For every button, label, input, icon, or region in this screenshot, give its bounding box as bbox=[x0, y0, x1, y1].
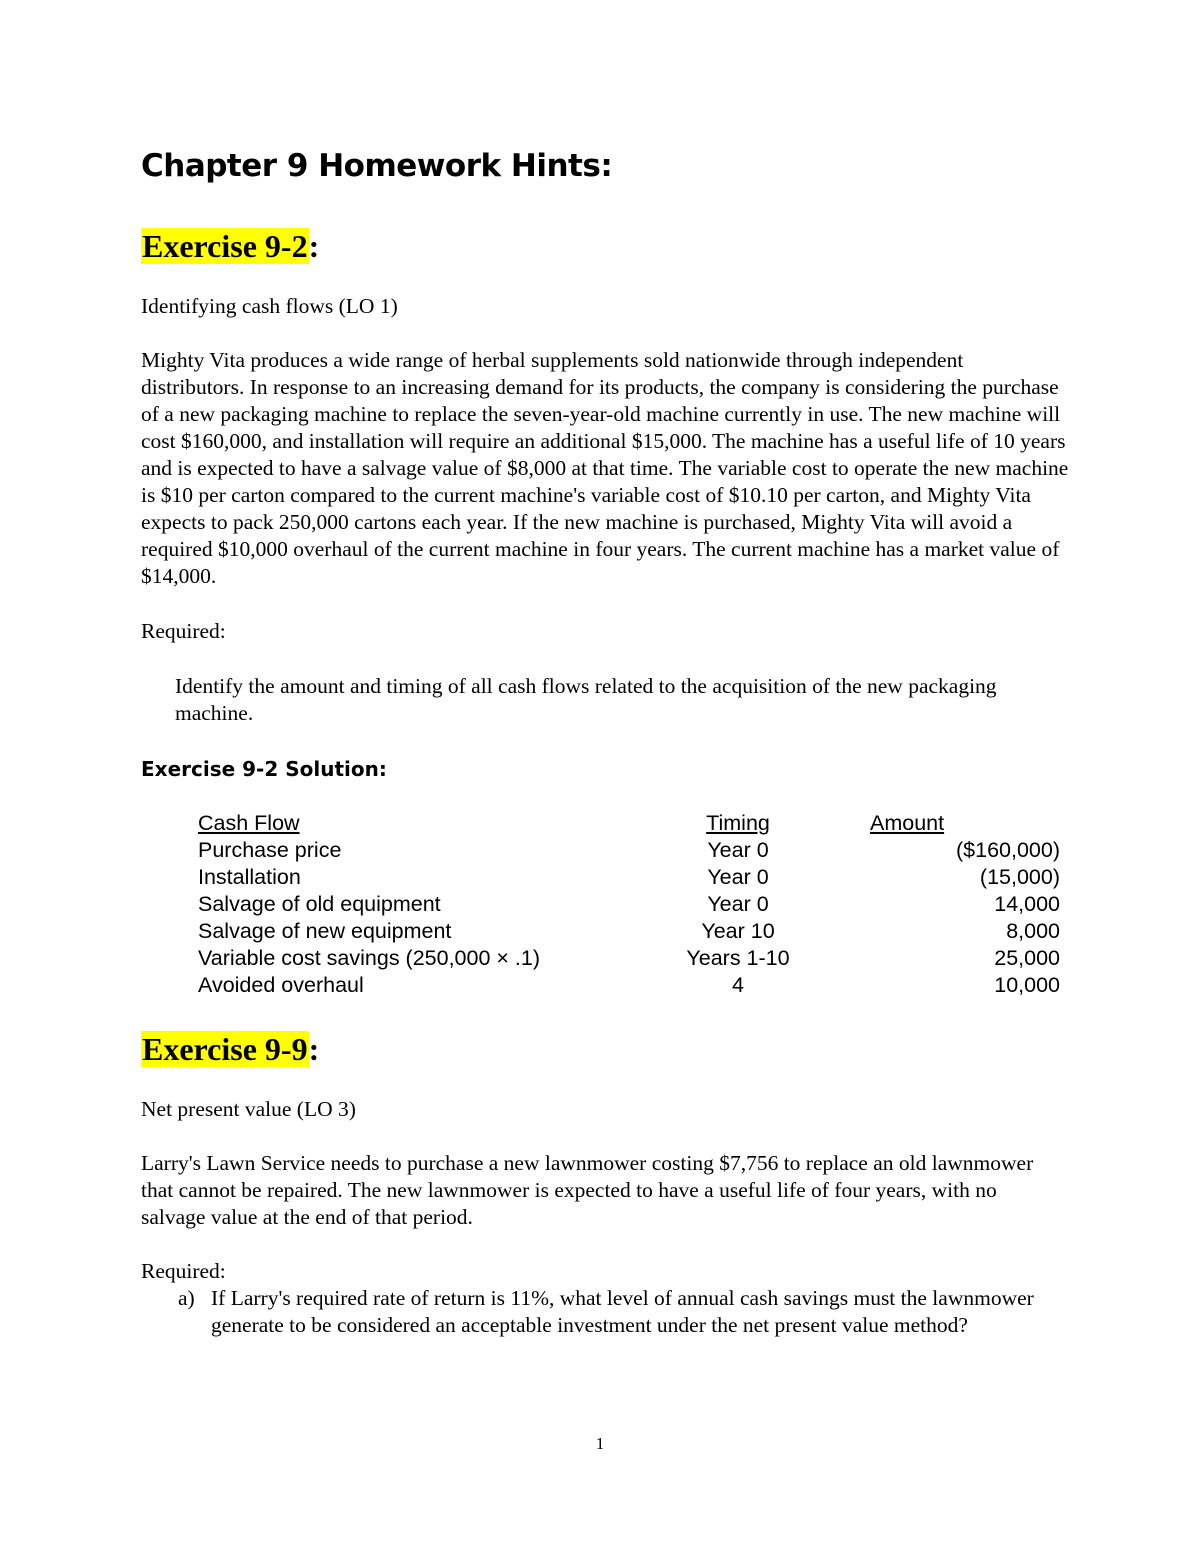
exercise-9-2-heading bbox=[141, 226, 319, 266]
cash-flow-table bbox=[198, 810, 1060, 999]
table-header-row bbox=[198, 810, 1060, 837]
exercise-9-9-highlight: Exercise 9-9 bbox=[142, 1031, 308, 1067]
cell-timing: Year 0 bbox=[707, 865, 769, 889]
table-row bbox=[198, 891, 1060, 918]
cell-amount: 10,000 bbox=[994, 973, 1060, 997]
header-amount: Amount bbox=[870, 811, 945, 835]
exercise-9-2-paragraph: Mighty Vita produces a wide range of herbal supplements sold nationwide through independent distributors. In response to an increasing demand for its products, the company is considering the purchase of a new packaging machine to replace the seven-year-old machine currently in use. The new machine will cost $160,000, and installation will require an additional $15,000. The machine has a useful life of 10 years and is expected to have a salvage value of $8,000 at that time. The variable cost to operate the new machine is $10 per carton compared to the current machine's variable cost of $10.10 per carton, and Mighty Vita expects to pack 250,000 cartons each year. If the new machine is purchased, Mighty Vita will avoid a required $10,000 overhaul of the current machine in four years. The current machine has a market value of $14,000. bbox=[141, 348, 1069, 588]
cell-item: Variable cost savings (250,000 × .1) bbox=[198, 946, 541, 970]
exercise-9-9-heading bbox=[141, 1029, 319, 1069]
cell-amount: 25,000 bbox=[994, 946, 1060, 970]
header-timing: Timing bbox=[706, 811, 770, 835]
exercise-9-9-required-label: Required: bbox=[141, 1259, 226, 1283]
cell-timing: Year 10 bbox=[701, 919, 775, 943]
exercise-9-2-required-text: Identify the amount and timing of all cash flows related to the acquisition of the new packaging machine. bbox=[175, 674, 997, 725]
required-list bbox=[178, 1285, 1038, 1339]
cell-timing: Year 0 bbox=[707, 892, 769, 916]
cell-timing: 4 bbox=[732, 973, 744, 997]
exercise-9-2-required-label: Required: bbox=[141, 619, 226, 643]
list-item-text: If Larry's required rate of return is 11%, what level of annual cash savings must the lawnmower generate to be considered an acceptable investment under the net present value method? bbox=[211, 1286, 1034, 1337]
list-item bbox=[178, 1285, 1038, 1339]
table-row bbox=[198, 837, 1060, 864]
cell-amount: 14,000 bbox=[994, 892, 1060, 916]
page-title: Chapter 9 Homework Hints: bbox=[141, 148, 613, 184]
table-row bbox=[198, 918, 1060, 945]
exercise-9-2-highlight: Exercise 9-2 bbox=[142, 228, 308, 264]
heading-colon: : bbox=[308, 228, 320, 264]
exercise-9-9-paragraph: Larry's Lawn Service needs to purchase a new lawnmower costing $7,756 to replace an old lawnmower that cannot be repaired. The new lawnmower is expected to have a useful life of four years, with no salvage value at the end of that period. bbox=[141, 1151, 1034, 1229]
table-row bbox=[198, 945, 1060, 972]
cell-item: Installation bbox=[198, 865, 301, 889]
table-row bbox=[198, 864, 1060, 891]
page-number: 1 bbox=[595, 1434, 605, 1453]
list-item-label: a) bbox=[178, 1286, 195, 1310]
cell-amount: ($160,000) bbox=[956, 838, 1060, 862]
table-row bbox=[198, 972, 1060, 999]
cell-item: Salvage of new equipment bbox=[198, 919, 452, 943]
exercise-9-2-subtitle: Identifying cash flows (LO 1) bbox=[141, 294, 398, 318]
header-cash-flow: Cash Flow bbox=[198, 811, 300, 835]
heading-colon: : bbox=[308, 1031, 320, 1067]
cell-amount: (15,000) bbox=[979, 865, 1060, 889]
cell-timing: Years 1-10 bbox=[686, 946, 790, 970]
cell-item: Purchase price bbox=[198, 838, 342, 862]
cell-timing: Year 0 bbox=[707, 838, 769, 862]
solution-heading: Exercise 9-2 Solution: bbox=[141, 757, 387, 781]
cell-amount: 8,000 bbox=[1006, 919, 1060, 943]
exercise-9-9-subtitle: Net present value (LO 3) bbox=[141, 1097, 356, 1121]
cell-item: Salvage of old equipment bbox=[198, 892, 441, 916]
cell-item: Avoided overhaul bbox=[198, 973, 364, 997]
